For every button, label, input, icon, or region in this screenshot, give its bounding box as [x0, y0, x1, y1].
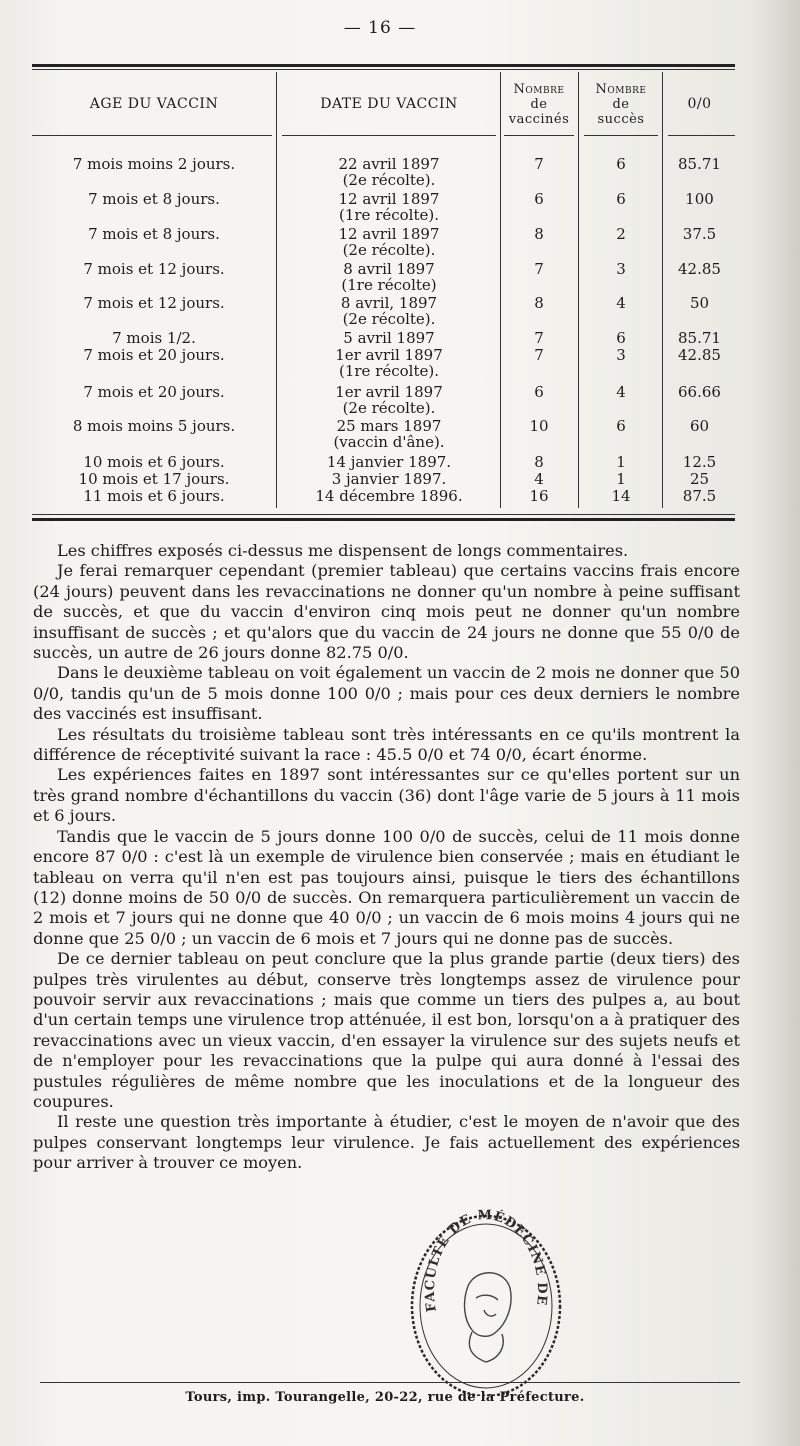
header-percent: 0/0	[687, 96, 712, 112]
cell-vaccinated: 4	[534, 470, 544, 488]
cell-date-sub: (2e récolte).	[342, 399, 436, 417]
header-success	[580, 72, 662, 136]
cell-date	[278, 261, 500, 293]
library-stamp-icon	[406, 1206, 566, 1396]
header-underline-percent	[668, 135, 735, 136]
cell-date-sub: (1re récolte).	[338, 206, 439, 224]
cell-percent: 12.5	[682, 453, 717, 471]
cell-percent: 50	[689, 294, 710, 312]
column-divider	[662, 72, 663, 508]
cell-age: 7 mois et 20 jours.	[83, 383, 225, 401]
cell-age: 10 mois et 6 jours.	[83, 453, 225, 471]
cell-date	[278, 454, 500, 470]
paragraph: Dans le deuxième tableau on voit également un vaccin de 2 mois ne donner que 50 0/0, tandis qu'un de 5 mois donne 100 0/0 ; mais pour ces deux derniers le nombre des vaccinés est insuffisant.	[33, 663, 740, 724]
cell-date-sub: (1re récolte)	[341, 276, 437, 294]
paragraph: Il reste une question très importante à étudier, c'est le moyen de n'avoir que des pulpes conservant longtemps leur virulence. Je fais actuellement des expériences pour arriver à trouver ce moyen.	[33, 1112, 740, 1173]
cell-date-main: 5 avril 1897	[343, 329, 435, 347]
column-divider	[500, 72, 501, 508]
cell-date-sub: (2e récolte).	[342, 310, 436, 328]
cell-date-main: 1er avril 1897	[335, 346, 443, 364]
column-divider	[578, 72, 579, 508]
header-vaccinated	[500, 72, 578, 136]
header-vaccinated-line2: de	[530, 96, 548, 112]
cell-percent: 42.85	[678, 260, 721, 278]
cell-date	[278, 330, 500, 346]
cell-vaccinated: 6	[534, 383, 544, 401]
body-text	[33, 541, 740, 1174]
cell-date-sub: (2e récolte).	[342, 241, 436, 259]
cell-percent: 85.71	[678, 155, 721, 173]
cell-success: 2	[616, 225, 626, 243]
cell-date-main: 1er avril 1897	[335, 383, 443, 401]
cell-percent: 60	[689, 417, 710, 435]
cell-date-main: 8 avril 1897	[343, 260, 435, 278]
cell-age: 10 mois et 17 jours.	[78, 470, 230, 488]
cell-success: 1	[616, 453, 626, 471]
cell-success: 6	[616, 329, 626, 347]
cell-vaccinated: 8	[534, 294, 544, 312]
cell-date	[278, 471, 500, 487]
cell-date	[278, 384, 500, 416]
cell-age: 7 mois moins 2 jours.	[72, 155, 236, 173]
cell-vaccinated: 8	[534, 225, 544, 243]
paragraph: Je ferai remarquer cependant (premier tableau) que certains vaccins frais encore (24 jours) peuvent dans les revaccinations ne donner qu'un nombre à peine suffisant de succès, et que du vaccin d'environ cinq mois peut ne donner qu'un nombre insuffisant de succès ; et qu'alors que du vaccin de 24 jours ne donne que 55 0/0 de succès, un autre de 26 jours donne 82.75 0/0.	[33, 561, 740, 663]
cell-vaccinated: 7	[534, 346, 544, 364]
header-underline-success	[584, 135, 658, 136]
header-success-line1: Nombre	[595, 81, 647, 97]
cell-success: 6	[616, 417, 626, 435]
cell-success: 14	[611, 487, 631, 505]
cell-age: 11 mois et 6 jours.	[83, 487, 225, 505]
header-date: DATE DU VACCIN	[320, 96, 458, 112]
table-top-rule	[32, 64, 735, 67]
header-age: AGE DU VACCIN	[89, 96, 219, 112]
cell-percent: 25	[689, 470, 710, 488]
page-number: — 16 —	[343, 18, 417, 38]
paragraph: Tandis que le vaccin de 5 jours donne 100 0/0 de succès, celui de 11 mois donne encore 87 0/0 : c'est là un exemple de virulence bien conservée ; mais en étudiant le tableau on verra qu'il n'en est pas toujours ainsi, puisque le tiers des échantillons (12) donne moins de 50 0/0 de succès. On remarquera particulièrement un vaccin de 2 mois et 7 jours qui ne donne que 40 0/0 ; un vaccin de 6 mois moins 4 jours qui ne donne que 25 0/0 ; un vaccin de 6 mois et 7 jours qui ne donne pas de succès.	[33, 826, 740, 948]
cell-vaccinated: 7	[534, 260, 544, 278]
cell-success: 3	[616, 346, 626, 364]
header-underline-vaccinated	[504, 135, 574, 136]
cell-age: 7 mois et 8 jours.	[88, 225, 220, 243]
table-bottom-rule-thin	[32, 514, 735, 515]
cell-age: 7 mois et 8 jours.	[88, 190, 220, 208]
header-success-line3: succès	[597, 111, 645, 127]
cell-percent: 85.71	[678, 329, 721, 347]
cell-success: 6	[616, 155, 626, 173]
cell-vaccinated: 8	[534, 453, 544, 471]
cell-date-main: 12 avril 1897	[338, 225, 440, 243]
cell-vaccinated: 16	[529, 487, 549, 505]
cell-percent: 87.5	[682, 487, 717, 505]
cell-date-sub: (2e récolte).	[342, 171, 436, 189]
cell-date-main: 3 janvier 1897.	[331, 470, 447, 488]
paragraph: Les résultats du troisième tableau sont très intéressants en ce qu'ils montrent la différence de réceptivité suivant la race : 45.5 0/0 et 74 0/0, écart énorme.	[33, 724, 740, 765]
cell-success: 4	[616, 294, 626, 312]
header-underline-date	[282, 135, 496, 136]
cell-date-main: 8 avril, 1897	[340, 294, 438, 312]
cell-date	[278, 295, 500, 327]
header-underline-age	[32, 135, 272, 136]
footer-rule	[40, 1382, 740, 1383]
printer-imprint: Tours, imp. Tourangelle, 20-22, rue de la Préfecture.	[185, 1390, 585, 1405]
paragraph: Les chiffres exposés ci-dessus me dispensent de longs commentaires.	[57, 541, 629, 560]
cell-date-sub: (vaccin d'âne).	[333, 433, 445, 451]
cell-vaccinated: 7	[534, 155, 544, 173]
cell-age: 7 mois et 12 jours.	[83, 260, 225, 278]
cell-date	[278, 347, 500, 379]
cell-vaccinated: 10	[529, 417, 549, 435]
column-divider	[276, 72, 277, 508]
cell-age: 7 mois et 12 jours.	[83, 294, 225, 312]
cell-date-main: 14 décembre 1896.	[315, 487, 463, 505]
paragraph: Les expériences faites en 1897 sont intéressantes sur ce qu'elles portent sur un très grand nombre d'échantillons du vaccin (36) dont l'âge varie de 5 jours à 11 mois et 6 jours.	[33, 765, 740, 826]
cell-date	[278, 191, 500, 223]
cell-percent: 100	[685, 190, 714, 208]
cell-percent: 66.66	[678, 383, 721, 401]
cell-date-sub: (1re récolte).	[338, 362, 439, 380]
cell-vaccinated: 7	[534, 329, 544, 347]
cell-date-main: 14 janvier 1897.	[326, 453, 452, 471]
cell-percent: 42.85	[678, 346, 721, 364]
cell-date-main: 12 avril 1897	[338, 190, 440, 208]
cell-success: 4	[616, 383, 626, 401]
cell-date-main: 25 mars 1897	[336, 417, 442, 435]
cell-age: 8 mois moins 5 jours.	[72, 417, 236, 435]
cell-percent: 37.5	[682, 225, 717, 243]
table-bottom-rule	[32, 518, 735, 521]
cell-vaccinated: 6	[534, 190, 544, 208]
header-vaccinated-line1: Nombre	[513, 81, 565, 97]
cell-success: 3	[616, 260, 626, 278]
paragraph: De ce dernier tableau on peut conclure que la plus grande partie (deux tiers) des pulpes très virulentes au début, conserve très longtemps assez de virulence pour pouvoir servir aux revaccinations ; mais que comme un tiers des pulpes a, au bout d'un certain temps une virulence trop atténuée, il est bon, lorsqu'on a à pratiquer des revaccinations avec un vieux vaccin, d'en essayer la virulence sur des sujets neufs et de n'employer pour les revaccinations que la pulpe qui aura donné à l'essai des pustules régulières de même nombre que les inoculations et de la longueur des coupures.	[33, 949, 740, 1111]
cell-date	[278, 488, 500, 504]
cell-date	[278, 226, 500, 258]
header-success-line2: de	[612, 96, 630, 112]
cell-success: 1	[616, 470, 626, 488]
cell-date-main: 22 avril 1897	[338, 155, 440, 173]
cell-date	[278, 418, 500, 450]
table-top-rule-thin	[32, 69, 735, 70]
stamp-text: FACULTÉ DE MÉDECINE DE	[422, 1208, 550, 1313]
header-vaccinated-line3: vaccinés	[508, 111, 570, 127]
cell-date	[278, 156, 500, 188]
cell-age: 7 mois 1/2.	[112, 329, 196, 347]
cell-age: 7 mois et 20 jours.	[83, 346, 225, 364]
cell-success: 6	[616, 190, 626, 208]
